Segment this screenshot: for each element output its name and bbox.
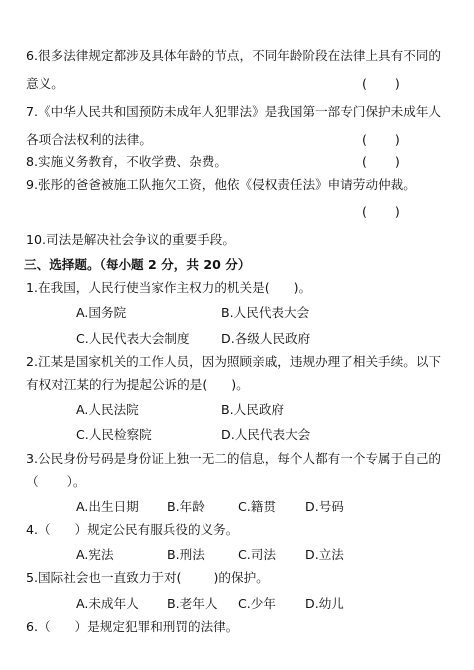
mc-1-option-d[interactable]: D.各级人民政府 <box>221 331 311 346</box>
mc-4-option-c[interactable]: C.司法 <box>238 547 276 562</box>
question-6-line1: 6.很多法律规定都涉及具体年龄的节点，不同年龄阶段在法律上具有不同的 <box>26 48 442 63</box>
question-9-line1: 9.张彤的爸爸被施工队拖欠工资，他依《侵权责任法》申请劳动仲裁。 <box>26 177 416 192</box>
mc-2-option-c[interactable]: C.人民检察院 <box>76 427 152 442</box>
mc-6-stem: 6.（ ）是规定犯罪和刑罚的法律。 <box>26 619 239 634</box>
question-8-line1: 8.实施义务教育，不收学费、杂费。 <box>26 154 227 169</box>
mc-3-option-b[interactable]: B.年龄 <box>167 499 205 514</box>
mc-3-option-d[interactable]: D.号码 <box>305 499 344 514</box>
mc-4-option-a[interactable]: A.宪法 <box>76 547 114 562</box>
mc-4-option-b[interactable]: B.刑法 <box>167 547 205 562</box>
mc-3-option-a[interactable]: A.出生日期 <box>76 499 139 514</box>
mc-4-option-d[interactable]: D.立法 <box>305 547 344 562</box>
answer-paren-7[interactable]: ( ) <box>362 132 400 147</box>
mc-5-stem: 5.国际社会也一直致力于对( )的保护。 <box>26 570 269 585</box>
mc-5-option-d[interactable]: D.幼儿 <box>305 596 344 611</box>
mc-3-stem-line2: （ ）。 <box>26 474 86 489</box>
mc-5-option-c[interactable]: C.少年 <box>238 596 276 611</box>
mc-5-option-b[interactable]: B.老年人 <box>167 596 218 611</box>
mc-2-stem-line2: 有权对江某的行为提起公诉的是( )。 <box>26 377 249 392</box>
question-7-line1: 7.《中华人民共和国预防未成年人犯罪法》是我国第一部专门保护未成年人 <box>26 104 442 119</box>
answer-paren-9[interactable]: ( ) <box>362 204 400 219</box>
answer-paren-8[interactable]: ( ) <box>362 154 400 169</box>
mc-1-option-b[interactable]: B.人民代表大会 <box>221 305 310 320</box>
mc-2-option-a[interactable]: A.人民法院 <box>76 402 139 417</box>
question-10-line1: 10.司法是解决社会争议的重要手段。 <box>26 232 235 247</box>
mc-3-option-c[interactable]: C.籍贯 <box>238 499 276 514</box>
answer-paren-6[interactable]: ( ) <box>362 76 400 91</box>
mc-1-option-a[interactable]: A.国务院 <box>76 305 127 320</box>
mc-5-option-a[interactable]: A.未成年人 <box>76 596 139 611</box>
question-7-line2: 各项合法权利的法律。 <box>26 132 152 147</box>
mc-1-option-c[interactable]: C.人民代表大会制度 <box>76 331 190 346</box>
mc-2-stem-line1: 2.江某是国家机关的工作人员，因为照顾亲戚，违规办理了相关手续。以下 <box>26 354 442 369</box>
mc-4-stem: 4.（ ）规定公民有服兵役的义务。 <box>26 522 239 537</box>
mc-2-option-b[interactable]: B.人民政府 <box>221 402 285 417</box>
mc-2-option-d[interactable]: D.人民代表大会 <box>221 427 311 442</box>
mc-1-stem: 1.在我国，人民行使当家作主权力的机关是( )。 <box>26 280 312 295</box>
mc-3-stem-line1: 3.公民身份号码是身份证上独一无二的信息，每个人都有一个专属于自己的 <box>26 451 442 466</box>
section-title: 三、选择题。（每小题 2 分，共 20 分） <box>24 257 251 272</box>
question-6-line2: 意义。 <box>26 76 64 91</box>
